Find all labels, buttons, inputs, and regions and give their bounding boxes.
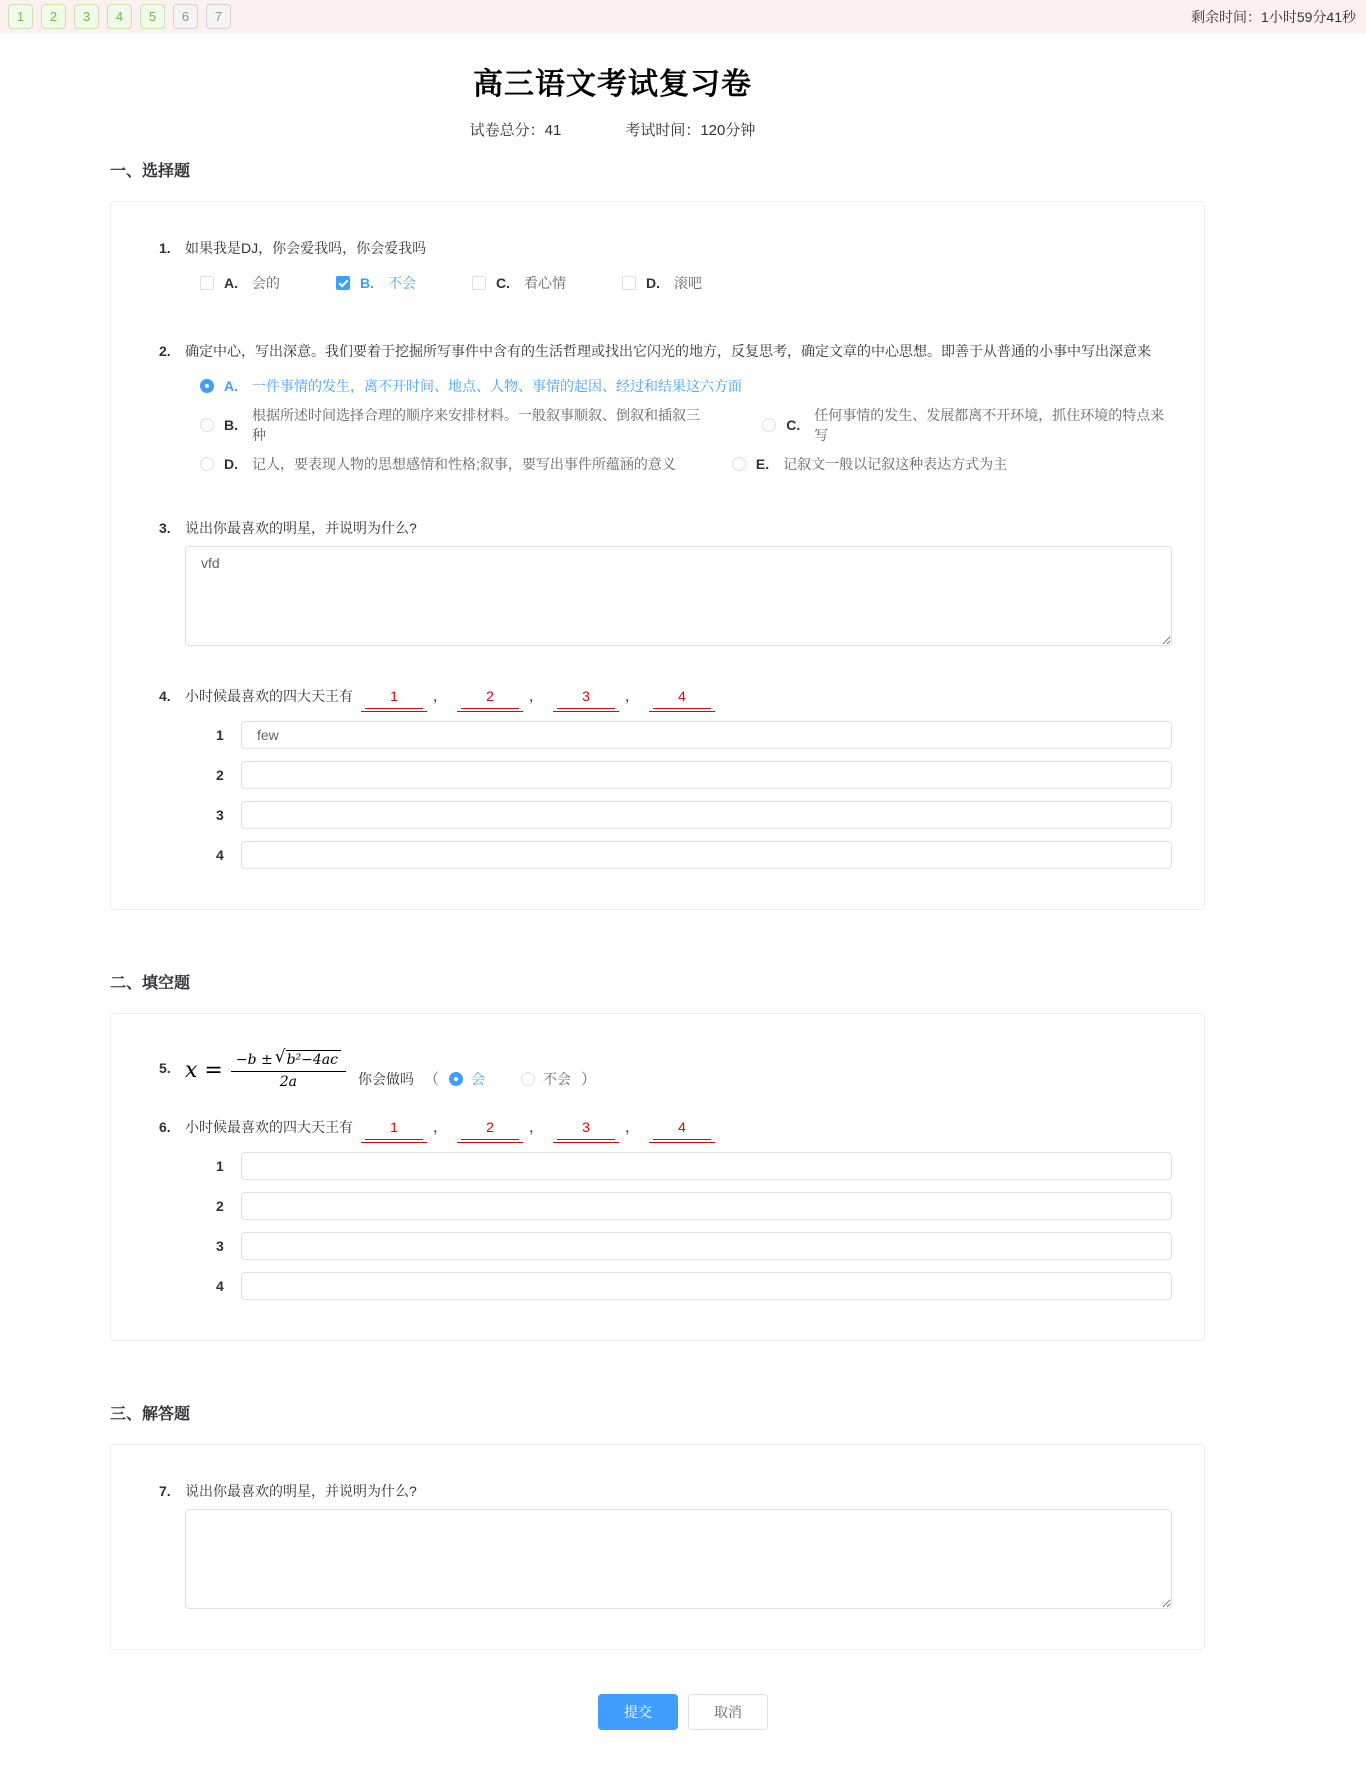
q4-answer-input-2[interactable] <box>241 761 1172 789</box>
blank-1: 1 <box>365 1117 423 1140</box>
question-4: 4. 小时候最喜欢的四大天王有 1 ， 2 ， 3 ， 4 <box>159 686 1172 709</box>
question-5 <box>159 1047 1172 1091</box>
q2-option-d[interactable]: D. 记人，要表现人物的思想感情和性格;叙事，要写出事件所蕴涵的意义 <box>200 454 676 474</box>
blank-4: 4 <box>653 686 711 709</box>
question-number: 4. <box>159 688 171 704</box>
radio-checked-icon <box>200 379 214 393</box>
question-text: 小时候最喜欢的四大天王有 <box>185 688 353 704</box>
cancel-button[interactable]: 取消 <box>688 1694 768 1730</box>
q4-answer-row-3: 3 <box>185 801 1172 829</box>
section-title-fill: 二、填空题 <box>110 975 191 992</box>
page-title: 高三语文考试复习卷 <box>473 68 752 101</box>
blank-3: 3 <box>557 686 615 709</box>
q2-options-row-3 <box>200 454 1172 474</box>
q1-option-b[interactable]: B. 不会 <box>336 273 416 293</box>
question-7 <box>159 1481 1172 1501</box>
blank-1: 1 <box>365 686 423 709</box>
q4-answer-input-3[interactable] <box>241 801 1172 829</box>
question-text: 确定中心，写出深意。我们要着于挖掘所写事件中含有的生活哲理或找出它闪光的地方，反复思考，确定文章的中心思想。即善于从普通的小事中写出深意来 <box>185 343 1151 359</box>
q1-option-d[interactable]: D. 滚吧 <box>622 273 702 293</box>
question-text: 说出你最喜欢的明星，并说明为什么? <box>185 1483 417 1499</box>
q6-answer-row-3: 3 <box>185 1232 1172 1260</box>
question-number: 6. <box>159 1119 171 1135</box>
question-nav-button-7[interactable]: 7 <box>206 4 231 29</box>
section-card-choice <box>110 201 1205 910</box>
q2-option-a[interactable]: A. 一件事情的发生，离不开时间、地点、人物、事情的起因、经过和结果这六方面 <box>200 376 742 396</box>
checkbox-icon <box>200 276 214 290</box>
question-nav-button-3[interactable]: 3 <box>74 4 99 29</box>
q6-answer-row-1: 1 <box>185 1152 1172 1180</box>
q6-answer-input-4[interactable] <box>241 1272 1172 1300</box>
q2-options-row-2 <box>200 405 1172 445</box>
q4-answer-row-4: 4 <box>185 841 1172 869</box>
q4-answer-input-4[interactable] <box>241 841 1172 869</box>
question-nav-button-4[interactable]: 4 <box>107 4 132 29</box>
question-number: 1. <box>159 240 171 256</box>
submit-button[interactable]: 提交 <box>598 1694 678 1730</box>
question-nav-button-5[interactable]: 5 <box>140 4 165 29</box>
section-card-solve <box>110 1444 1205 1650</box>
q5-option-no[interactable]: 不会 <box>521 1069 571 1089</box>
question-text: 小时候最喜欢的四大天王有 <box>185 1119 353 1135</box>
q5-options: 你会做吗 （ 会 不会 ） <box>357 1070 596 1088</box>
checkbox-icon <box>622 276 636 290</box>
question-number: 5. <box>159 1060 171 1076</box>
blank-2: 2 <box>461 686 519 709</box>
section-card-fill <box>110 1013 1205 1341</box>
question-nav-button-1[interactable]: 1 <box>8 4 33 29</box>
question-nav-button-6[interactable]: 6 <box>173 4 198 29</box>
q2-option-c[interactable]: C. 任何事情的发生、发展都离不开环境，抓住环境的特点来写 <box>762 405 1172 445</box>
section-title-solve: 三、解答题 <box>110 1406 191 1423</box>
exam-meta <box>0 119 1225 140</box>
blank-2: 2 <box>461 1117 519 1140</box>
q6-answer-input-2[interactable] <box>241 1192 1172 1220</box>
total-score: 试卷总分：41 <box>469 122 562 139</box>
q6-answer-input-1[interactable] <box>241 1152 1172 1180</box>
form-actions <box>0 1694 1366 1770</box>
radio-icon <box>200 418 214 432</box>
question-number: 2. <box>159 343 171 359</box>
radio-icon <box>521 1072 535 1086</box>
blank-3: 3 <box>557 1117 615 1140</box>
q1-options <box>200 273 1172 293</box>
question-text: 说出你最喜欢的明星，并说明为什么? <box>185 520 417 536</box>
question-1 <box>159 238 1172 258</box>
q5-option-yes[interactable]: 会 <box>449 1069 485 1089</box>
q6-answer-input-3[interactable] <box>241 1232 1172 1260</box>
checkbox-checked-icon <box>336 276 350 290</box>
question-nav <box>8 4 231 29</box>
question-text: 如果我是DJ，你会爱我吗，你会爱我吗 <box>185 240 427 256</box>
q6-answer-row-4: 4 <box>185 1272 1172 1300</box>
radio-icon <box>200 457 214 471</box>
remaining-time: 剩余时间：1小时59分41秒 <box>1191 8 1356 25</box>
radical-sign: √ <box>274 1047 286 1067</box>
q4-answer-row-2: 2 <box>185 761 1172 789</box>
radio-icon <box>732 457 746 471</box>
exam-duration: 考试时间：120分钟 <box>625 122 756 139</box>
question-6: 6. 小时候最喜欢的四大天王有 1 ， 2 ， 3 ， 4 <box>159 1117 1172 1140</box>
q2-option-b[interactable]: B. 根据所述时间选择合理的顺序来安排材料。一般叙事顺叙、倒叙和插叙三种 <box>200 405 706 445</box>
question-nav-button-2[interactable]: 2 <box>41 4 66 29</box>
question-number: 7. <box>159 1483 171 1499</box>
quadratic-formula: x = −b ± √ b²−4ac 2a <box>185 1050 346 1091</box>
q2-option-e[interactable]: E. 记叙文一般以记叙这种表达方式为主 <box>732 454 1007 474</box>
section-title-choice: 一、选择题 <box>110 163 191 180</box>
q6-answer-row-2: 2 <box>185 1192 1172 1220</box>
question-2 <box>159 341 1172 361</box>
question-3 <box>159 518 1172 538</box>
question-number: 3. <box>159 520 171 536</box>
question-text: 你会做吗 <box>357 1070 414 1087</box>
q1-option-c[interactable]: C. 看心情 <box>472 273 566 293</box>
radio-icon <box>762 418 776 432</box>
checkbox-icon <box>472 276 486 290</box>
q4-answer-row-1: 1 few <box>185 721 1172 749</box>
q4-answer-input-1[interactable] <box>241 721 1172 749</box>
radio-checked-icon <box>449 1072 463 1086</box>
q2-options-row-1 <box>200 376 1172 396</box>
q3-answer-textarea[interactable] <box>185 546 1172 646</box>
exam-content <box>0 59 1225 1650</box>
blank-4: 4 <box>653 1117 711 1140</box>
q7-answer-textarea[interactable] <box>185 1509 1172 1609</box>
exam-topbar <box>0 0 1366 33</box>
q1-option-a[interactable]: A. 会的 <box>200 273 280 293</box>
